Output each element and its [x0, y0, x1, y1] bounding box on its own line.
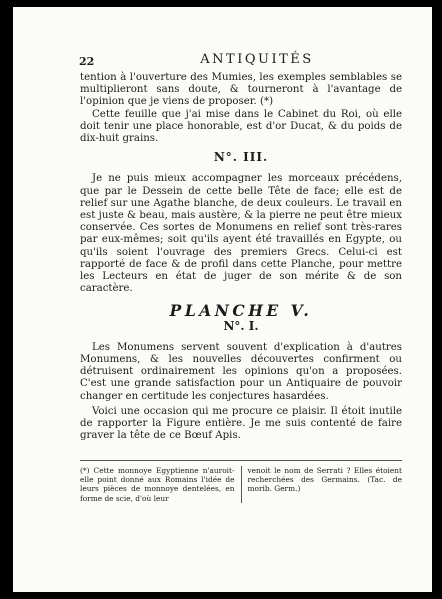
- section-heading-no1: N°. I.: [223, 318, 259, 333]
- running-title: ANTIQUITÉS: [200, 52, 314, 67]
- page-header: [80, 54, 402, 72]
- footnote-rule: [80, 460, 402, 461]
- footnote-right: venoit le nom de Serrati ? Elles étoient recherchées des Germains. (Tac. de morib. Germ.): [241, 466, 403, 503]
- section-heading-no3: N°. III.: [213, 150, 269, 165]
- plate-heading: PLANCHE V.: [169, 301, 313, 321]
- footnotes: [80, 466, 402, 503]
- page-number: 22: [79, 55, 95, 68]
- footnote-left: (*) Cette monnoye Egyptienne n'auroit-elle point donné aux Romains l'idée de leurs pièces de monnoye dentelées, en forme de scie, d'où leur: [80, 466, 235, 503]
- paragraph-agate-head: Je ne puis mieux accompagner les morceaux précédens, que par le Dessein de cette belle Tête de face; elle est de relief sur une Agathe blanche, de deux couleurs. Le travail en est juste & beau, mais austère, & la pierre ne peut être mieux conservée. Ces sortes de Monumens en relief sont très-rares par eux-mêmes; soit qu'ils ayent été travaillés en Egypte, ou qu'ils soient l'ouvrage des premiers Grecs. Celui-ci est rapporté de face & de profil dans cette Planche, pour mettre les Lecteurs en état de juger de son mérite & de son caractère.: [80, 173, 402, 295]
- paragraph-apis: Voici une occasion qui me procure ce plaisir. Il étoit inutile de rapporter la Figure entière. Je me suis contenté de faire graver la tête de ce Bœuf Apis.: [80, 405, 402, 442]
- page-content: [80, 54, 402, 442]
- paragraph-continuation: tention à l'ouverture des Mumies, les exemples semblables se multiplieront sans doute, & tourneront à l'avantage de l'opinion que je viens de proposer. (*): [80, 72, 402, 108]
- paragraph-monuments: Les Monumens servent souvent d'explication à d'autres Monumens, & les nouvelles découvertes confirment ou détruisent ordinairement les opinions qu'on a proposées. C'est une grande satisfaction pour un Antiquaire de pouvoir changer en certitude les conjectures hasardées.: [80, 341, 402, 402]
- paragraph-leaf-description: Cette feuille que j'ai mise dans le Cabinet du Roi, où elle doit tenir une place honorable, est d'or Ducat, & du poids de dix-huit grains.: [80, 108, 402, 145]
